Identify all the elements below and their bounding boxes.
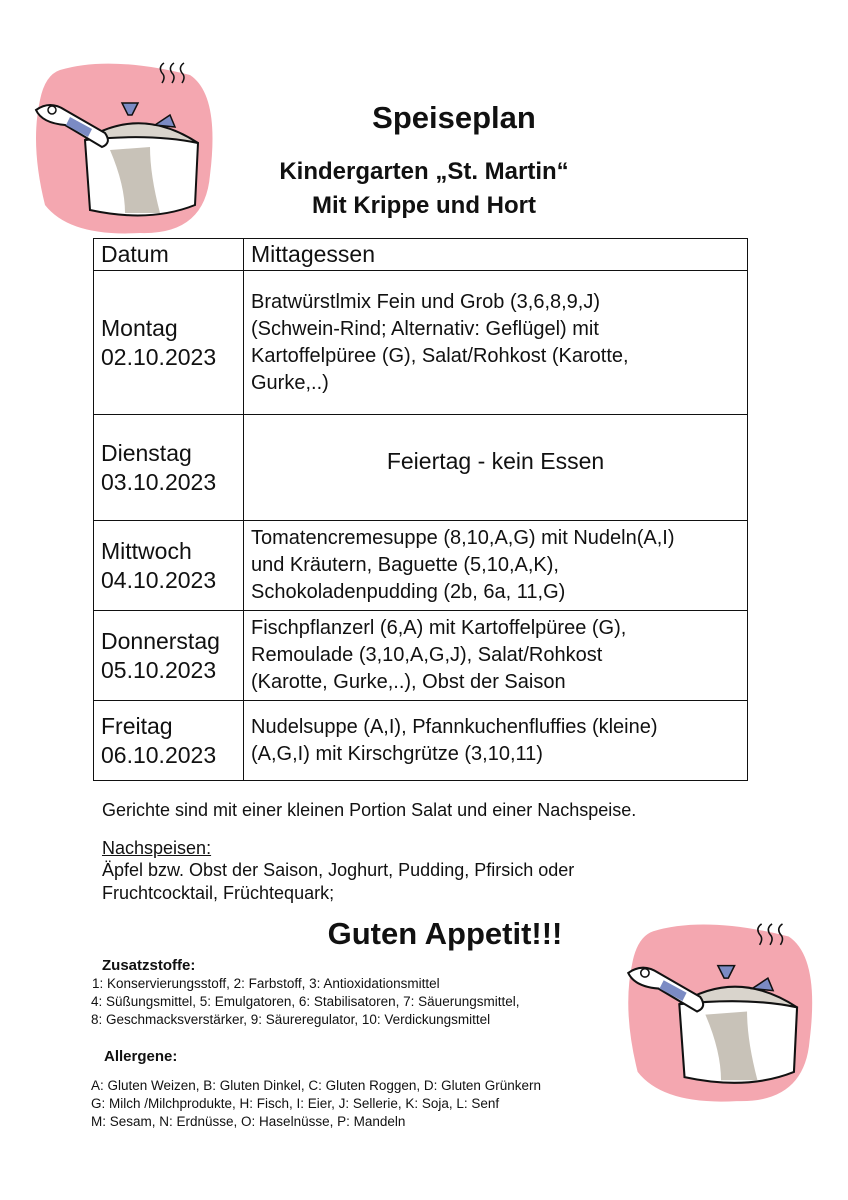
meal-line: Nudelsuppe (A,I), Pfannkuchenfluffies (kleine) <box>251 715 658 738</box>
allergens-line: A: Gluten Weizen, B: Gluten Dinkel, C: Gluten Roggen, D: Gluten Grünkern <box>91 1078 541 1093</box>
day-cell <box>94 415 244 521</box>
menu-table <box>93 238 748 781</box>
meal-line: Gurke,..) <box>251 371 329 394</box>
day-name: Montag <box>101 314 178 341</box>
subtitle-kindergarten: Kindergarten „St. Martin“ <box>279 158 569 185</box>
additives-line: 1: Konservierungsstoff, 2: Farbstoff, 3: Antioxidationsmittel <box>92 976 440 991</box>
day-date: 05.10.2023 <box>101 656 217 683</box>
day-cell <box>94 611 244 701</box>
day-date: 02.10.2023 <box>101 343 217 370</box>
day-name: Freitag <box>101 712 173 739</box>
day-cell <box>94 701 244 781</box>
meal-line: Bratwürstlmix Fein und Grob (3,6,8,9,J) <box>251 290 601 313</box>
day-date: 04.10.2023 <box>101 566 217 593</box>
table-row <box>94 701 748 781</box>
meal-line: Kartoffelpüree (G), Salat/Rohkost (Karotte, <box>251 344 629 367</box>
day-name: Mittwoch <box>101 537 192 564</box>
meal-line: und Kräutern, Baguette (5,10,A,K), <box>251 554 559 576</box>
desserts-text <box>102 859 742 905</box>
meal-cell <box>244 611 748 701</box>
day-cell <box>94 521 244 611</box>
additives-line: 4: Süßungsmittel, 5: Emulgatoren, 6: Stabilisatoren, 7: Säuerungsmittel, <box>91 994 520 1009</box>
meal-cell <box>244 521 748 611</box>
closing-text: Guten Appetit!!! <box>327 916 563 951</box>
meal-line: (Karotte, Gurke,..), Obst der Saison <box>251 671 566 693</box>
allergens-line: G: Milch /Milchprodukte, H: Fisch, I: Eier, J: Sellerie, K: Soja, L: Senf <box>91 1096 500 1111</box>
desserts-line: Äpfel bzw. Obst der Saison, Joghurt, Pudding, Pfirsich oder <box>102 860 575 880</box>
additives-line: 8: Geschmacksverstärker, 9: Säureregulator, 10: Verdickungsmittel <box>91 1012 491 1027</box>
table-row <box>94 611 748 701</box>
additives-heading: Zusatzstoffe: <box>102 957 196 974</box>
desserts-heading: Nachspeisen: <box>102 838 212 858</box>
header-date: Datum <box>94 239 244 271</box>
day-name: Dienstag <box>101 439 192 466</box>
meal-cell <box>244 271 748 415</box>
day-date: 06.10.2023 <box>101 741 217 768</box>
header-meal: Mittagessen <box>244 239 748 271</box>
table-row <box>94 415 748 521</box>
meal-line: (A,G,I) mit Kirschgrütze (3,10,11) <box>251 742 543 765</box>
table-row <box>94 521 748 611</box>
desserts-line: Fruchtcocktail, Früchtequark; <box>102 883 335 903</box>
meal-line: Schokoladenpudding (2b, 6a, 11,G) <box>251 581 566 603</box>
meal-line: Feiertag - kein Essen <box>386 448 605 474</box>
day-cell <box>94 271 244 415</box>
meal-line: Tomatencremesuppe (8,10,A,G) mit Nudeln(A,I) <box>251 527 675 549</box>
day-name: Donnerstag <box>101 627 220 654</box>
meal-line: Remoulade (3,10,A,G,J), Salat/Rohkost <box>251 644 603 666</box>
allergens-line: M: Sesam, N: Erdnüsse, O: Haselnüsse, P: Mandeln <box>91 1114 406 1129</box>
meal-line: Fischpflanzerl (6,A) mit Kartoffelpüree (G), <box>251 617 627 639</box>
subtitle-groups: Mit Krippe und Hort <box>312 192 536 219</box>
meal-cell <box>244 415 748 521</box>
meal-cell <box>244 701 748 781</box>
page-title: Speiseplan <box>372 100 536 135</box>
salad-note: Gerichte sind mit einer kleinen Portion Salat und einer Nachspeise. <box>102 800 637 820</box>
allergens-heading: Allergene: <box>104 1048 178 1065</box>
meal-line: (Schwein-Rind; Alternativ: Geflügel) mit <box>251 317 599 340</box>
table-header-row <box>94 239 748 271</box>
table-row <box>94 271 748 415</box>
cooking-pot-icon <box>622 912 820 1112</box>
day-date: 03.10.2023 <box>101 468 217 495</box>
